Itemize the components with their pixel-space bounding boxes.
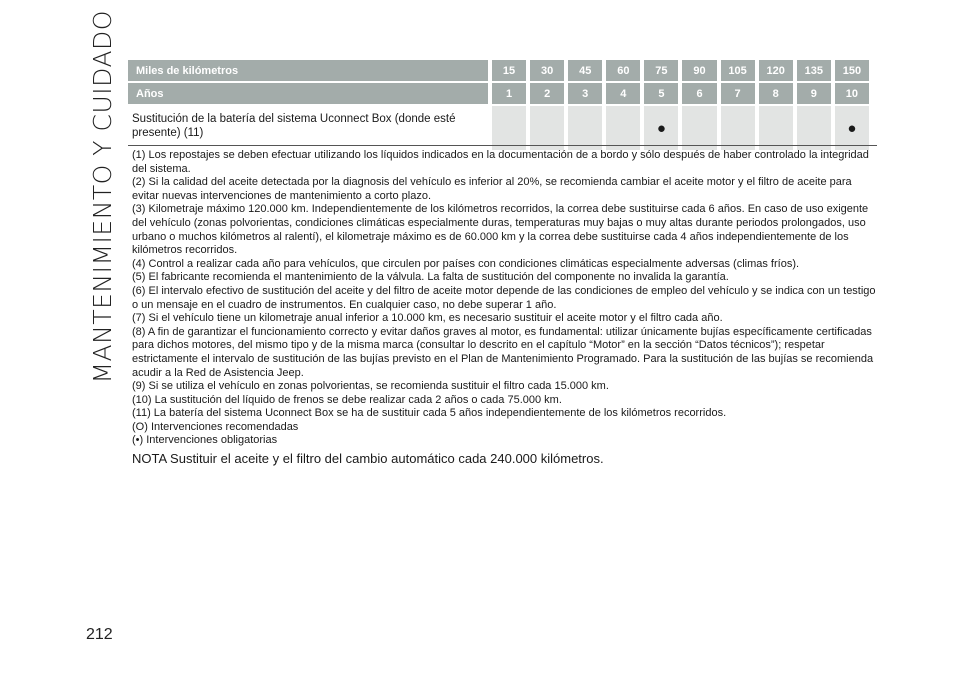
year-cell: 10 [835,83,869,104]
page-number: 212 [86,626,113,643]
nota-text: NOTA Sustituir el aceite y el filtro del cambio automático cada 240.000 kilómetros. [132,451,604,466]
footnote: (1) Los repostajes se deben efectuar utilizando los líquidos indicados en la documentación de a bordo y sólo después de haber controlado la integridad del sistema. [132,149,869,175]
footnote: (10) La sustitución del líquido de frenos se debe realizar cada 2 años o cada 75.000 km. [132,393,562,406]
battery-replacement-row [128,106,869,150]
schedule-cell [682,106,716,150]
footnote: (8) A fin de garantizar el funcionamiento correcto y evitar daños graves al motor, es fundamental: utilizar únicamente bujías específicamente certificadas para dichos motores, del mismo tipo y de la misma marca (consultar lo descrito en el capítulo “Motor” en la sección “Datos técnicos”); respetar estrictamente el intervalo de sustitución de las bujías previsto en el Plan de Mantenimiento Programado. Para la sustitución de las bujías se recomienda acudir a la Red de Asistencia Jeep. [132,325,874,379]
year-cell: 1 [492,83,526,104]
schedule-cell [568,106,602,150]
km-cell: 15 [492,60,526,81]
years-header-row [128,83,869,104]
schedule-cell [606,106,640,150]
km-cell: 90 [682,60,716,81]
year-cell: 4 [606,83,640,104]
year-cell: 5 [644,83,678,104]
section-title [76,10,128,384]
footnotes [132,149,876,448]
year-cell: 2 [530,83,564,104]
item-description: Sustitución de la batería del sistema Uconnect Box (donde esté presente) (11) [132,113,456,139]
maintenance-table [124,58,873,152]
km-header-row [128,60,869,81]
footnote: (6) El intervalo efectivo de sustitución del aceite y del filtro de aceite motor depende de las condiciones de empleo del vehículo y se indica con un testigo o un mensaje en el cuadro de instrumentos. En cualquier caso, no debe superar 1 año. [132,284,876,311]
km-row-label: Miles de kilómetros [128,60,488,81]
schedule-cell-mandatory: ● [835,106,869,150]
legend-recommended: (O) Intervenciones recomendadas [132,420,299,433]
km-cell: 45 [568,60,602,81]
year-cell: 3 [568,83,602,104]
footnote: (7) Si el vehículo tiene un kilometraje anual inferior a 10.000 km, es necesario sustituir el aceite motor y el filtro cada año. [132,312,723,325]
schedule-cell [530,106,564,150]
footnote: (5) El fabricante recomienda el mantenimiento de la válvula. La falta de sustitución del componente no invalida la garantía. [132,271,729,284]
schedule-cell-mandatory: ● [644,106,678,150]
km-cell: 75 [644,60,678,81]
footnote: (11) La batería del sistema Uconnect Box se ha de sustituir cada 5 años independientemente de los kilómetros recorridos. [132,407,727,420]
year-cell: 9 [797,83,831,104]
km-cell: 135 [797,60,831,81]
km-cell: 120 [759,60,793,81]
years-row-label: Años [128,83,488,104]
year-cell: 6 [682,83,716,104]
section-title-text: MANTENIMIENTO Y CUIDADO [87,10,117,384]
footnote: (3) Kilometraje máximo 120.000 km. Independientemente de los kilómetros recorridos, la correa debe sustituirse cada 6 años. En caso de uso exigente del vehículo (zonas polvorientas, condiciones climáticas especialmente duras, temperaturas muy bajas o muy altas durante periodos prolongados, uso urbano o muchos kilómetros al ralentí), el kilometraje máximo es de 60.000 km y la correa debe sustituirse cada 4 años independientemente de los kilómetros recorridos. [132,203,869,257]
schedule-cell [492,106,526,150]
footnote: (9) Si se utiliza el vehículo en zonas polvorientas, se recomienda sustituir el filtro cada 15.000 km. [132,380,609,393]
year-cell: 8 [759,83,793,104]
schedule-cell [759,106,793,150]
schedule-cell [721,106,755,150]
km-cell: 60 [606,60,640,81]
table-bottom-rule [128,145,877,146]
legend-mandatory: (•) Intervenciones obligatorias [132,434,278,447]
km-cell: 150 [835,60,869,81]
schedule-cell [797,106,831,150]
footnote: (4) Control a realizar cada año para vehículos, que circulen por países con condiciones climáticas especialmente adversas (climas fríos). [132,257,800,270]
km-cell: 105 [721,60,755,81]
year-cell: 7 [721,83,755,104]
footnote: (2) Si la calidad del aceite detectada por la diagnosis del vehículo es inferior al 20%, se recomienda cambiar el aceite motor y el filtro de aceite para evitar nuevas intervenciones de mantenimiento a corto plazo. [132,176,852,202]
km-cell: 30 [530,60,564,81]
